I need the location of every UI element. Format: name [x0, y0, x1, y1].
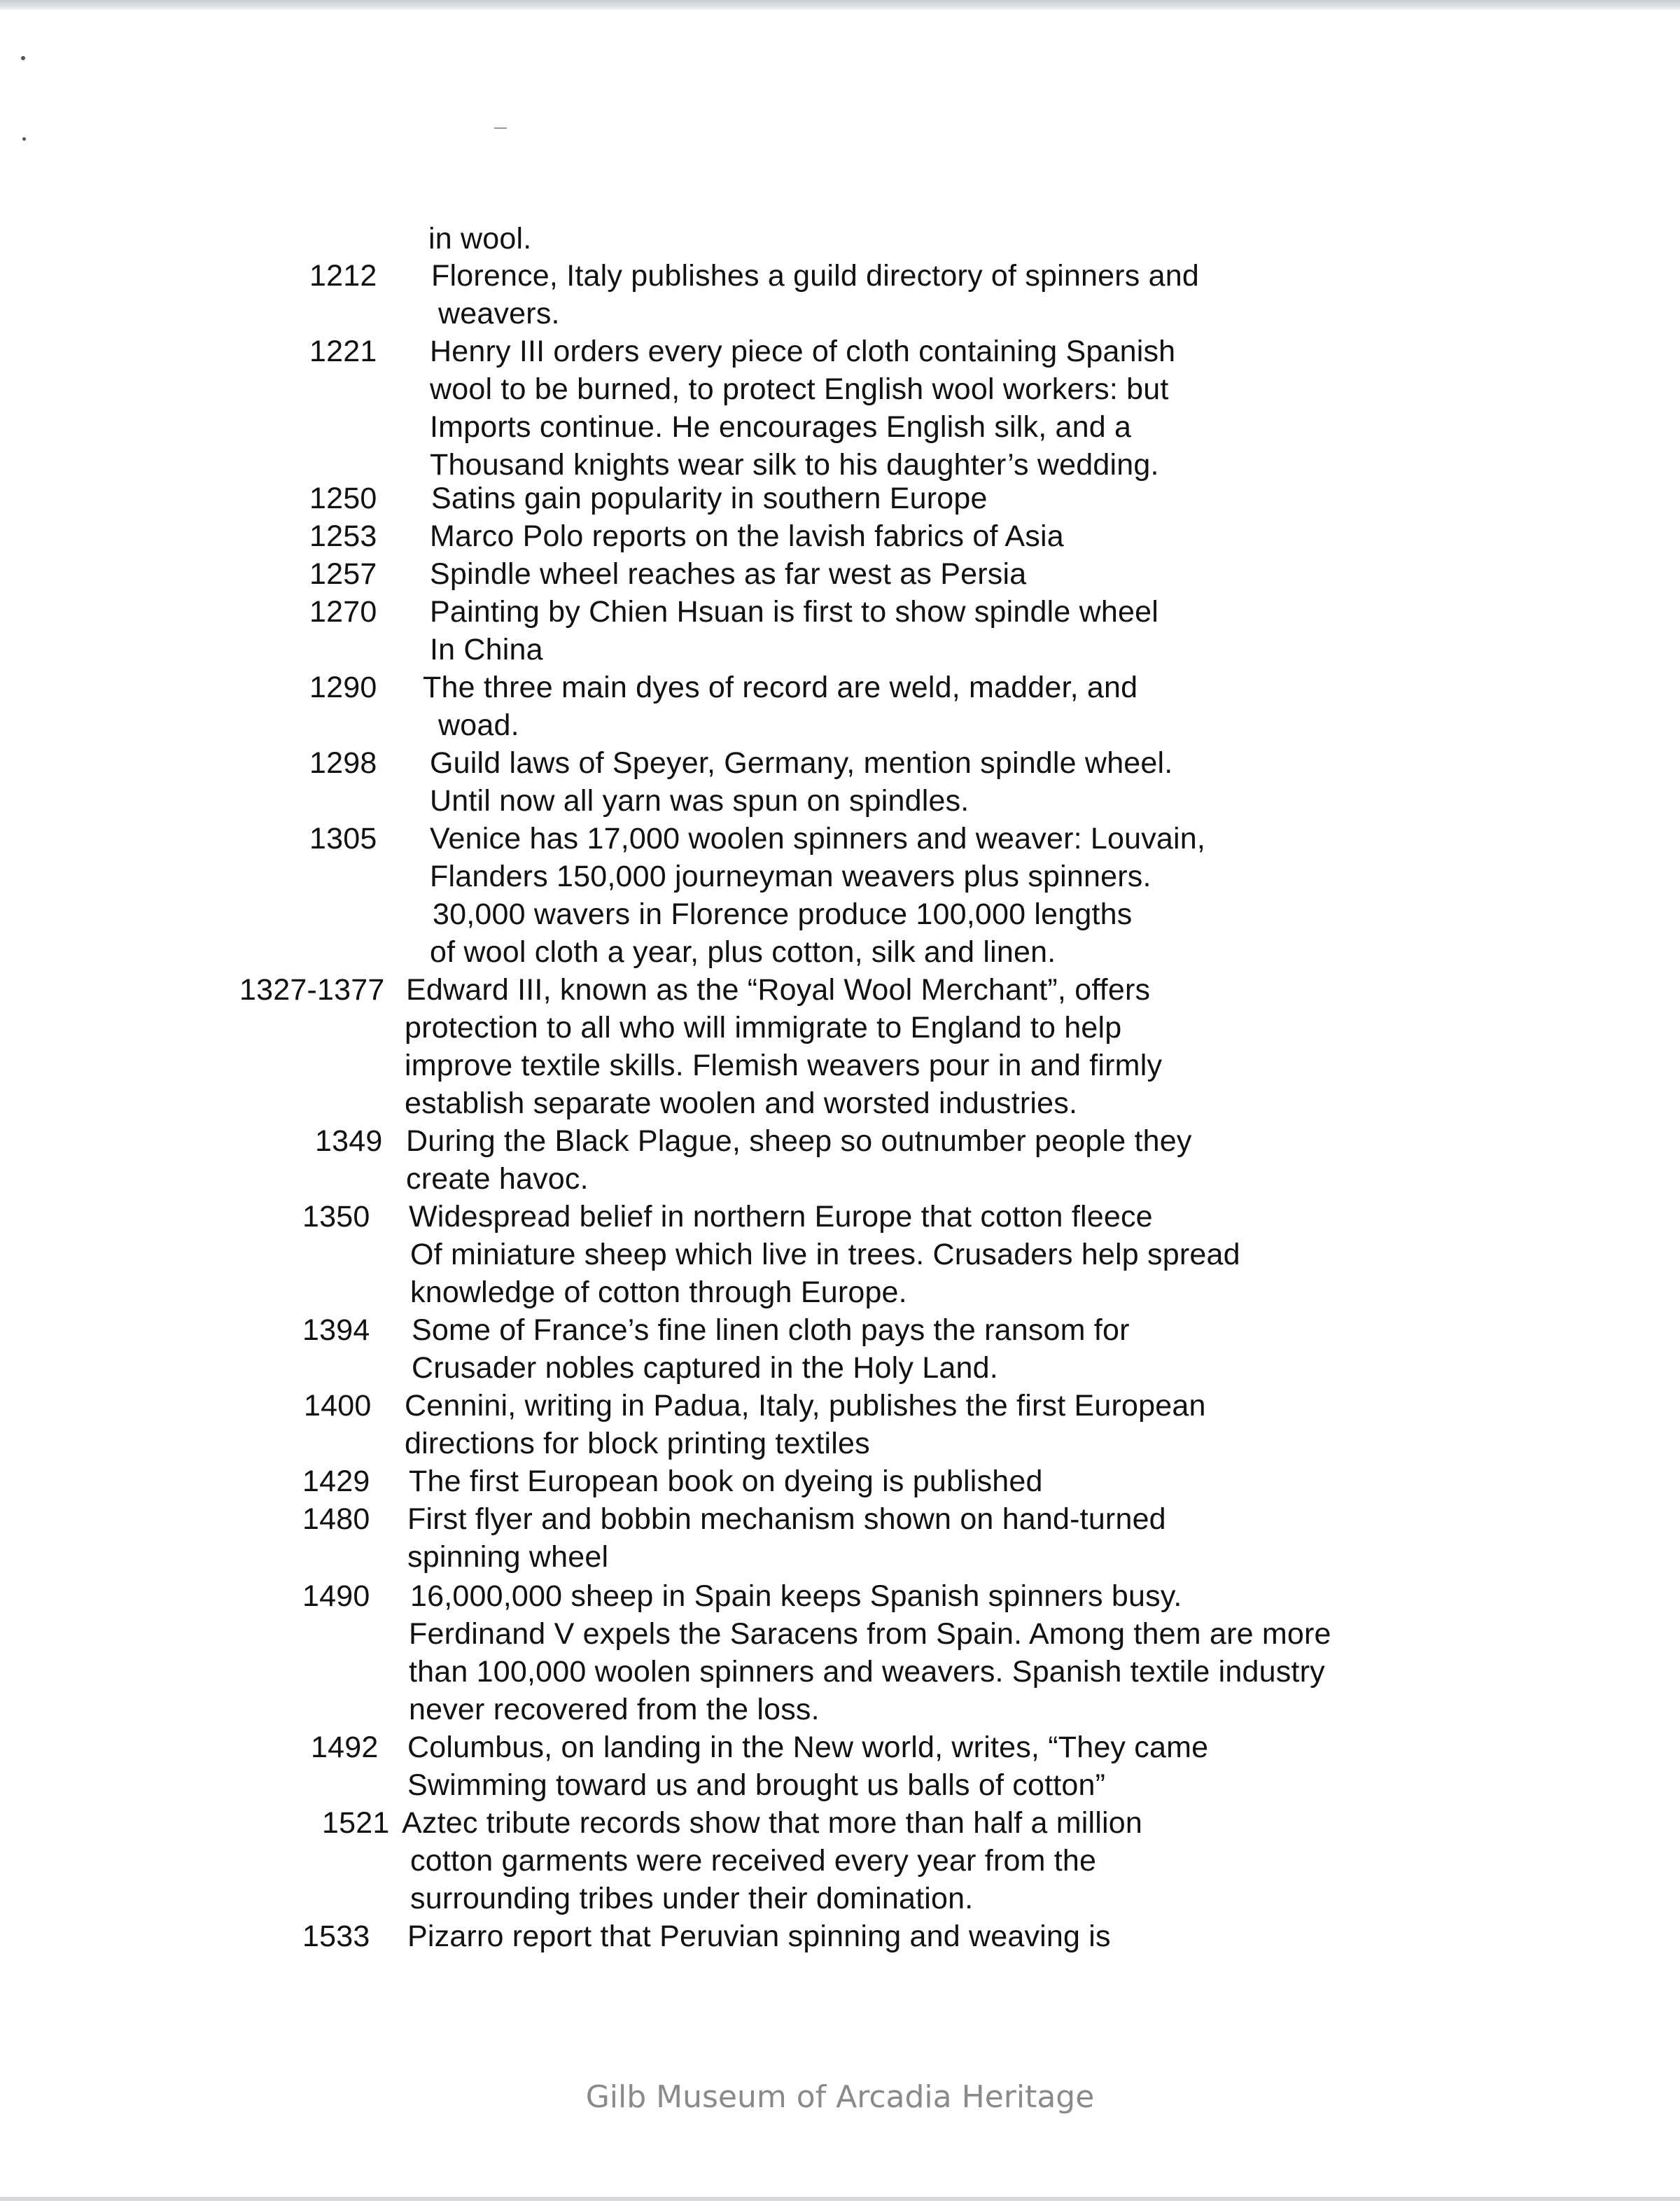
entry-1270-text: In China [430, 633, 543, 666]
entry-1350-text: knowledge of cotton through Europe. [410, 1276, 907, 1309]
entry-1327-1377-text: protection to all who will immigrate to England to help [405, 1011, 1122, 1044]
entry-1250-year: 1250 [309, 482, 377, 515]
entry-1400-year: 1400 [304, 1389, 372, 1423]
entry-1521-text: surrounding tribes under their domination. [410, 1882, 974, 1915]
entry-1305-text: 30,000 wavers in Florence produce 100,000 lengths [433, 897, 1133, 931]
entry-1305-text: Venice has 17,000 woolen spinners and weaver: Louvain, [430, 822, 1206, 855]
entry-1492-year: 1492 [311, 1731, 379, 1764]
entry-1394-text: Crusader nobles captured in the Holy Land. [412, 1351, 998, 1385]
entry-1521-text: cotton garments were received every year from the [410, 1844, 1097, 1878]
entry-1327-1377-text: Edward III, known as the “Royal Wool Merchant”, offers [406, 973, 1151, 1007]
entry-1400-text: Cennini, writing in Padua, Italy, publishes the first European [405, 1389, 1206, 1423]
entry-1327-1377-year: 1327-1377 [239, 973, 385, 1007]
entry-1327-1377-text: establish separate woolen and worsted industries. [405, 1086, 1078, 1120]
entry-1394-text: Some of France’s fine linen cloth pays the ransom for [412, 1313, 1130, 1347]
entry-1212-text: Florence, Italy publishes a guild directory of spinners and [431, 259, 1199, 293]
entry-1533-year: 1533 [302, 1920, 370, 1953]
entry-1221-text: wool to be burned, to protect English wool workers: but [430, 372, 1169, 406]
footer-watermark: Gilb Museum of Arcadia Heritage [585, 2079, 1095, 2115]
entry-1429-year: 1429 [302, 1465, 370, 1498]
entry-1298-year: 1298 [309, 746, 377, 780]
entry-1290-year: 1290 [309, 671, 377, 704]
entry-1490-text: 16,000,000 sheep in Spain keeps Spanish spinners busy. [410, 1579, 1182, 1613]
entry-1221-text: Thousand knights wear silk to his daughter’s wedding. [430, 448, 1159, 482]
entry-1350-text: Widespread belief in northern Europe that cotton fleece [409, 1200, 1153, 1234]
entry-1349-text: During the Black Plague, sheep so outnumber people they [406, 1124, 1192, 1158]
entry-1521-year: 1521 [322, 1806, 390, 1840]
entry-1221-year: 1221 [309, 335, 377, 368]
entry-1253-year: 1253 [309, 519, 377, 553]
entry-1305-text: Flanders 150,000 journeyman weavers plus spinners. [430, 860, 1152, 893]
entry-1305-year: 1305 [309, 822, 377, 855]
entry-1490-text: never recovered from the loss. [409, 1693, 820, 1726]
entry-1327-1377-text: improve textile skills. Flemish weavers pour in and firmly [405, 1049, 1163, 1082]
entry-1212-text: weavers. [438, 297, 560, 330]
entry-1257-year: 1257 [309, 557, 377, 591]
entry-1253-text: Marco Polo reports on the lavish fabrics of Asia [430, 519, 1064, 553]
entry-1480-text: spinning wheel [407, 1540, 609, 1574]
intro-continuation: in wool. [428, 222, 532, 256]
entry-1429-text: The first European book on dyeing is published [409, 1465, 1043, 1498]
entry-1290-text: woad. [438, 708, 519, 742]
entry-1221-text: Imports continue. He encourages English silk, and a [430, 410, 1132, 444]
entry-1221-text: Henry III orders every piece of cloth containing Spanish [430, 335, 1176, 368]
entry-1298-text: Guild laws of Speyer, Germany, mention spindle wheel. [430, 746, 1173, 780]
entry-1298-text: Until now all yarn was spun on spindles. [430, 784, 969, 818]
entry-1490-text: Ferdinand V expels the Saracens from Spain. Among them are more [409, 1617, 1331, 1651]
entry-1290-text: The three main dyes of record are weld, madder, and [423, 671, 1138, 704]
entry-1480-year: 1480 [302, 1502, 370, 1536]
entry-1350-text: Of miniature sheep which live in trees. Crusaders help spread [410, 1238, 1240, 1271]
entry-1349-text: create havoc. [406, 1162, 589, 1196]
entry-1490-text: than 100,000 woolen spinners and weavers. Spanish textile industry [409, 1655, 1325, 1689]
entry-1212-year: 1212 [309, 259, 377, 293]
entry-1492-text: Columbus, on landing in the New world, writes, “They came [407, 1731, 1209, 1764]
entry-1400-text: directions for block printing textiles [405, 1427, 870, 1460]
entry-1270-text: Painting by Chien Hsuan is first to show spindle wheel [430, 595, 1158, 629]
entry-1492-text: Swimming toward us and brought us balls of cotton” [407, 1768, 1106, 1802]
entry-1394-year: 1394 [302, 1313, 370, 1347]
entry-1349-year: 1349 [315, 1124, 383, 1158]
scan-edge-bottom [0, 2197, 1680, 2201]
entry-1533-text: Pizarro report that Peruvian spinning and weaving is [407, 1920, 1111, 1953]
entry-1250-text: Satins gain popularity in southern Europe [431, 482, 988, 515]
entry-1521-text: Aztec tribute records show that more than half a million [402, 1806, 1143, 1840]
entry-1350-year: 1350 [302, 1200, 370, 1234]
entry-1490-year: 1490 [302, 1579, 370, 1613]
entry-1270-year: 1270 [309, 595, 377, 629]
entry-1257-text: Spindle wheel reaches as far west as Persia [430, 557, 1027, 591]
entry-1305-text: of wool cloth a year, plus cotton, silk and linen. [430, 935, 1056, 969]
entry-1480-text: First flyer and bobbin mechanism shown on hand-turned [407, 1502, 1166, 1536]
